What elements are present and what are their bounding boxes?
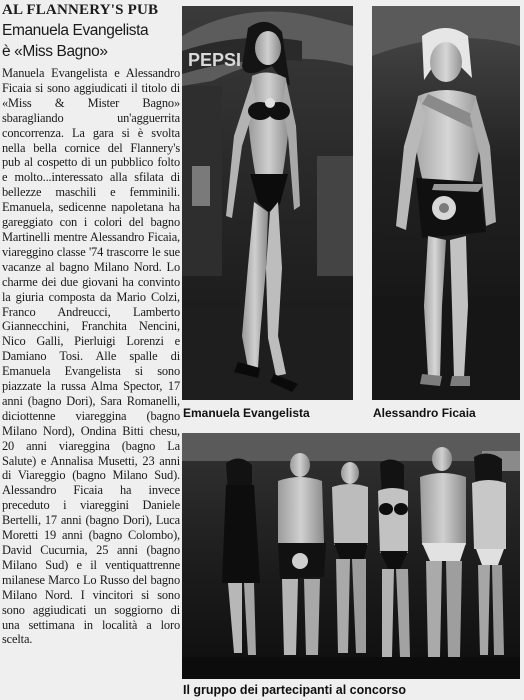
photo-alessandro bbox=[372, 6, 520, 400]
caption-emanuela: Emanuela Evangelista bbox=[183, 406, 310, 420]
article-paragraph: Manuela Evangelista e Alessandro Ficaia si sono aggiudicati il titolo di «Miss & Mister Bagno» sbaragliando un'agguerrita concorrenza. La gara si è svolta nella bella cornice del Flannery's pub al cospetto di un pubblico folto e molto...interessato alla sfilata di bellezze maschili e femminili. Emanuela, sedicenne napoletana ha gareggiato con i colori del bagno Martinelli mentre Alessandro Ficaia, viareggino classe '74 trascorre le sue vacanze al bagno Milano Nord. Lo charme dei due giovani ha convinto la giuria composta da Mario Colzi, Franco Andreucci, Lamberto Giannecchini, Franchita Nencini, Nico Galli, Pierluigi Lorenzi e Damiano Tosi. Alle spalle di Emanuela Evangelista si sono piazzate la russa Alma Spector, 17 anni (bagno Dori), Sara Romanelli, diciottenne viareggina (bagno Milano Nord), Ondina Bitti chesu, 20 anni viareggina (bagno La Salute) e Annalisa Musetti, 23 anni di Viareggio (bagno Milano Sud). Alessandro Ficaia ha invece preceduto i viareggini Daniele Bertelli, 17 anni (bagno Dori), Luca Moretti 19 anni (bagno Colombo), David Cucurnia, 25 anni (bagno Milano Sud) e il ventiquattrenne milanese Marco Lo Russo del bagno Milano Nord. I vincitori si sono sono aggiudicati un soggiorno di una settimana in località a loro scelta. bbox=[2, 66, 180, 647]
article-column bbox=[2, 0, 180, 700]
caption-alessandro: Alessandro Ficaia bbox=[373, 406, 476, 420]
caption-group: Il gruppo dei partecipanti al concorso bbox=[183, 683, 406, 697]
photo-group bbox=[182, 433, 520, 679]
photo-emanuela-image bbox=[182, 6, 353, 400]
photo-alessandro-image bbox=[372, 6, 520, 400]
photo-emanuela bbox=[182, 6, 353, 400]
pepsi-sign-text: PEPSI bbox=[188, 50, 242, 70]
headline-line-2: è «Miss Bagno» bbox=[2, 43, 108, 60]
photo-group-image bbox=[182, 433, 520, 679]
article-body bbox=[2, 66, 180, 647]
article-kicker: AL FLANNERY'S PUB bbox=[2, 2, 159, 18]
headline-line-1: Emanuela Evangelista bbox=[2, 22, 149, 39]
article-headline bbox=[2, 20, 180, 62]
